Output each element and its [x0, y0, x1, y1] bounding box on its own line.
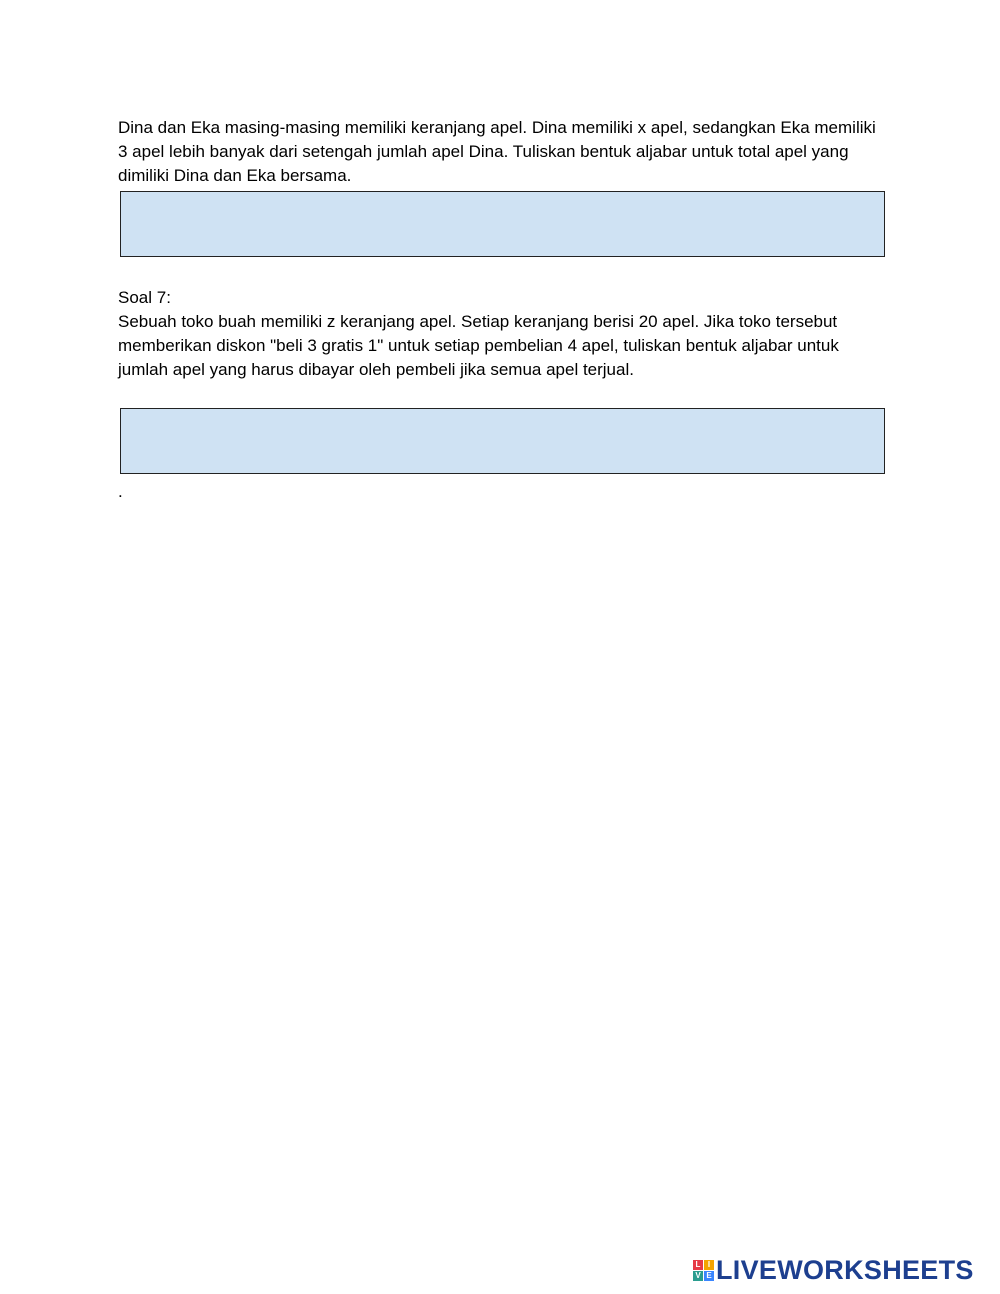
logo-letter-v: V	[693, 1271, 703, 1281]
answer-box-question-7[interactable]	[120, 408, 885, 474]
question-6-text: Dina dan Eka masing-masing memiliki keranjang apel. Dina memiliki x apel, sedangkan Eka memiliki 3 apel lebih banyak dari setengah jumlah apel Dina. Tuliskan bentuk aljabar untuk total apel yang dimiliki Dina dan Eka bersama.	[118, 118, 876, 185]
logo-letter-e: E	[704, 1271, 714, 1281]
answer-box-question-6[interactable]	[120, 191, 885, 257]
question-7-text: Sebuah toko buah memiliki z keranjang apel. Setiap keranjang berisi 20 apel. Jika toko tersebut memberikan diskon "beli 3 gratis 1" untuk setiap pembelian 4 apel, tuliskan bentuk aljabar untuk jumlah apel yang harus dibayar oleh pembeli jika semua apel terjual.	[118, 312, 839, 379]
trailing-period: .	[118, 482, 123, 501]
liveworksheets-logo-icon	[693, 1260, 714, 1281]
liveworksheets-logo-text: LIVEWORKSHEETS	[716, 1255, 974, 1285]
logo-letter-i: I	[704, 1260, 714, 1270]
question-7-title: Soal 7:	[118, 288, 171, 307]
logo-letter-l: L	[693, 1260, 703, 1270]
liveworksheets-logo	[693, 1255, 974, 1285]
